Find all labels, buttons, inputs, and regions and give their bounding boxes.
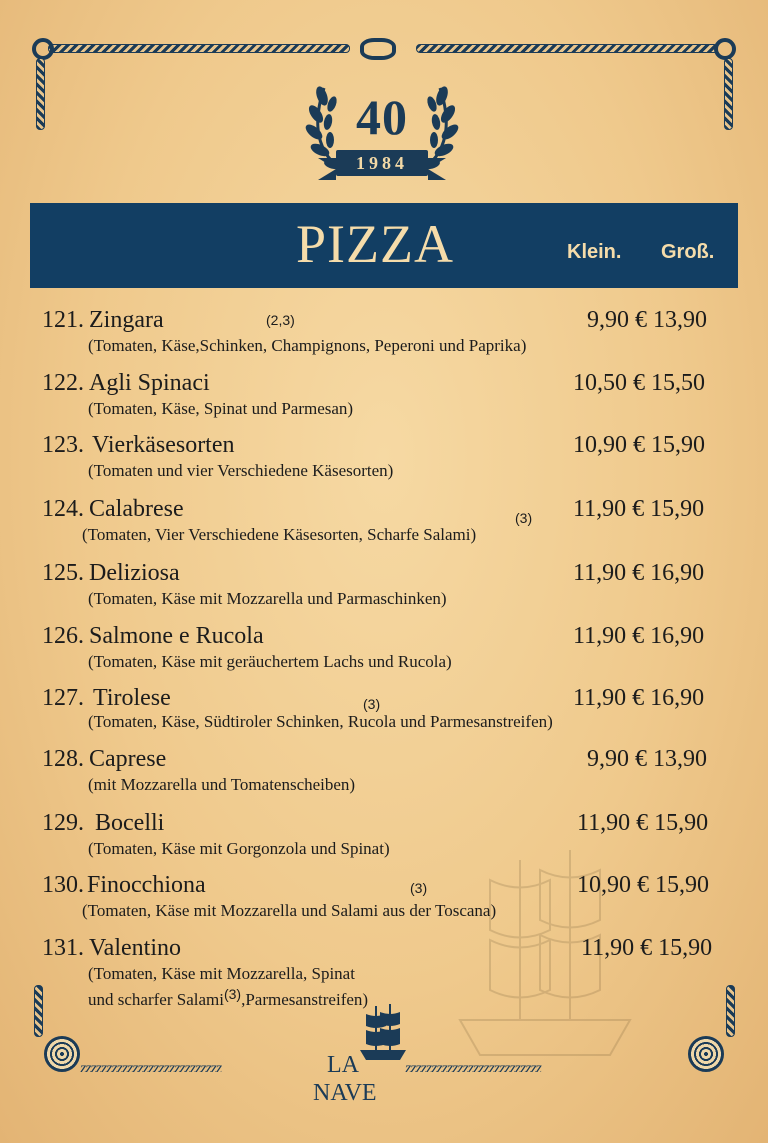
rope-top-left (48, 44, 350, 53)
item-number: 122. (42, 370, 84, 396)
item-description: (Tomaten, Käse mit geräuchertem Lachs und Rucola) (88, 652, 452, 671)
rope-right-upper (724, 58, 733, 130)
item-description: (Tomaten, Vier Verschiedene Käsesorten, Scharfe Salami) (82, 525, 477, 544)
menu-item (0, 307, 768, 367)
item-prices: 11,90 € 15,90 (581, 935, 713, 961)
item-prices: 9,90 € 13,90 (587, 307, 707, 333)
rope-knot-icon (360, 38, 396, 60)
rope-left-upper (36, 58, 45, 130)
item-description: (mit Mozzarella und Tomatenscheiben) (88, 775, 356, 794)
item-allergen-note: (2,3) (266, 312, 295, 328)
item-number: 125. (42, 560, 84, 586)
item-name: Valentino (89, 935, 181, 961)
rope-coil-icon (44, 1036, 80, 1072)
section-header (30, 203, 738, 288)
item-number: 124. (42, 496, 84, 522)
rope-knot-icon (32, 38, 54, 60)
menu-item (0, 623, 768, 683)
menu-item (0, 496, 768, 556)
rope-coil-icon (688, 1036, 724, 1072)
item-name: Calabrese (89, 496, 184, 522)
item-description-line2 (88, 986, 368, 1010)
anniversary-year: 1984 (336, 150, 428, 176)
section-title: PIZZA (296, 214, 454, 274)
sailing-ship-watermark-icon (450, 840, 640, 1070)
desc-text: und scharfer Salami (88, 990, 224, 1009)
item-description: (Tomaten, Käse, Südtiroler Schinken, Rucola und Parmesanstreifen) (88, 712, 553, 731)
menu-item (0, 432, 768, 492)
item-description: (Tomaten, Käse mit Mozzarella und Parmaschinken) (88, 589, 447, 608)
item-name: Deliziosa (89, 560, 180, 586)
item-allergen-note: (3) (223, 986, 242, 1002)
item-number: 121. (42, 307, 84, 333)
item-description: (Tomaten, Käse mit Mozzarella, Spinat (88, 964, 355, 983)
item-number: 131. (42, 935, 84, 961)
footer-flourish-left: zzzzzzzzzzzzzzzzzzzzzzzzzzz (80, 1060, 222, 1072)
item-name: Bocelli (95, 810, 165, 836)
item-prices: 10,90 € 15,90 (573, 432, 705, 458)
item-prices: 11,90 € 16,90 (573, 685, 705, 711)
item-prices: 10,50 € 15,50 (573, 370, 705, 396)
item-description: (Tomaten, Käse,Schinken, Champignons, Peperoni und Paprika) (88, 336, 527, 355)
rope-top-right (416, 44, 718, 53)
menu-item (0, 746, 768, 806)
item-name: Finocchiona (87, 872, 206, 898)
item-number: 130. (42, 872, 84, 898)
item-prices: 10,90 € 15,90 (577, 872, 709, 898)
item-number: 123. (42, 432, 84, 458)
ribbon-tail-right (428, 158, 446, 180)
item-allergen-note: (3) (515, 510, 533, 526)
item-prices: 11,90 € 16,90 (573, 623, 705, 649)
menu-item (0, 560, 768, 620)
item-description: (Tomaten, Käse, Spinat und Parmesan) (88, 399, 354, 418)
menu-item (0, 872, 768, 932)
menu-item (0, 810, 768, 870)
item-description: (Tomaten und vier Verschiedene Käsesorten) (88, 461, 394, 480)
item-name: Vierkäsesorten (92, 432, 235, 458)
item-number: 129. (42, 810, 84, 836)
restaurant-name-line1: LA (327, 1052, 359, 1078)
item-description: (Tomaten, Käse mit Mozzarella und Salami aus der Toscana) (82, 901, 497, 920)
item-prices: 11,90 € 15,90 (573, 496, 705, 522)
item-name: Zingara (89, 307, 164, 333)
item-name: Caprese (89, 746, 167, 772)
menu-item (0, 685, 768, 745)
sailing-ship-icon (358, 1000, 408, 1062)
item-name: Tirolese (93, 685, 171, 711)
desc-text: ,Parmesanstreifen) (241, 990, 369, 1009)
item-number: 128. (42, 746, 84, 772)
item-allergen-note: (3) (410, 880, 428, 896)
size-large-label: Groß. (661, 241, 715, 263)
item-name: Agli Spinaci (89, 370, 210, 396)
item-allergen-note: (3) (363, 696, 381, 712)
anniversary-number: 40 (356, 89, 408, 145)
rope-knot-icon (714, 38, 736, 60)
item-number: 126. (42, 623, 84, 649)
item-prices: 11,90 € 15,90 (577, 810, 709, 836)
anniversary-emblem (300, 74, 464, 192)
item-description: (Tomaten, Käse mit Gorgonzola und Spinat) (88, 839, 390, 858)
menu-item (0, 370, 768, 430)
restaurant-name-line2: NAVE (313, 1080, 377, 1106)
item-prices: 11,90 € 16,90 (573, 560, 705, 586)
size-small-label: Klein. (567, 241, 622, 263)
item-name: Salmone e Rucola (89, 623, 264, 649)
item-prices: 9,90 € 13,90 (587, 746, 707, 772)
item-number: 127. (42, 685, 84, 711)
footer-flourish-right: zzzzzzzzzzzzzzzzzzzzzzzzzz (405, 1060, 541, 1072)
ribbon-tail-left (318, 158, 336, 180)
